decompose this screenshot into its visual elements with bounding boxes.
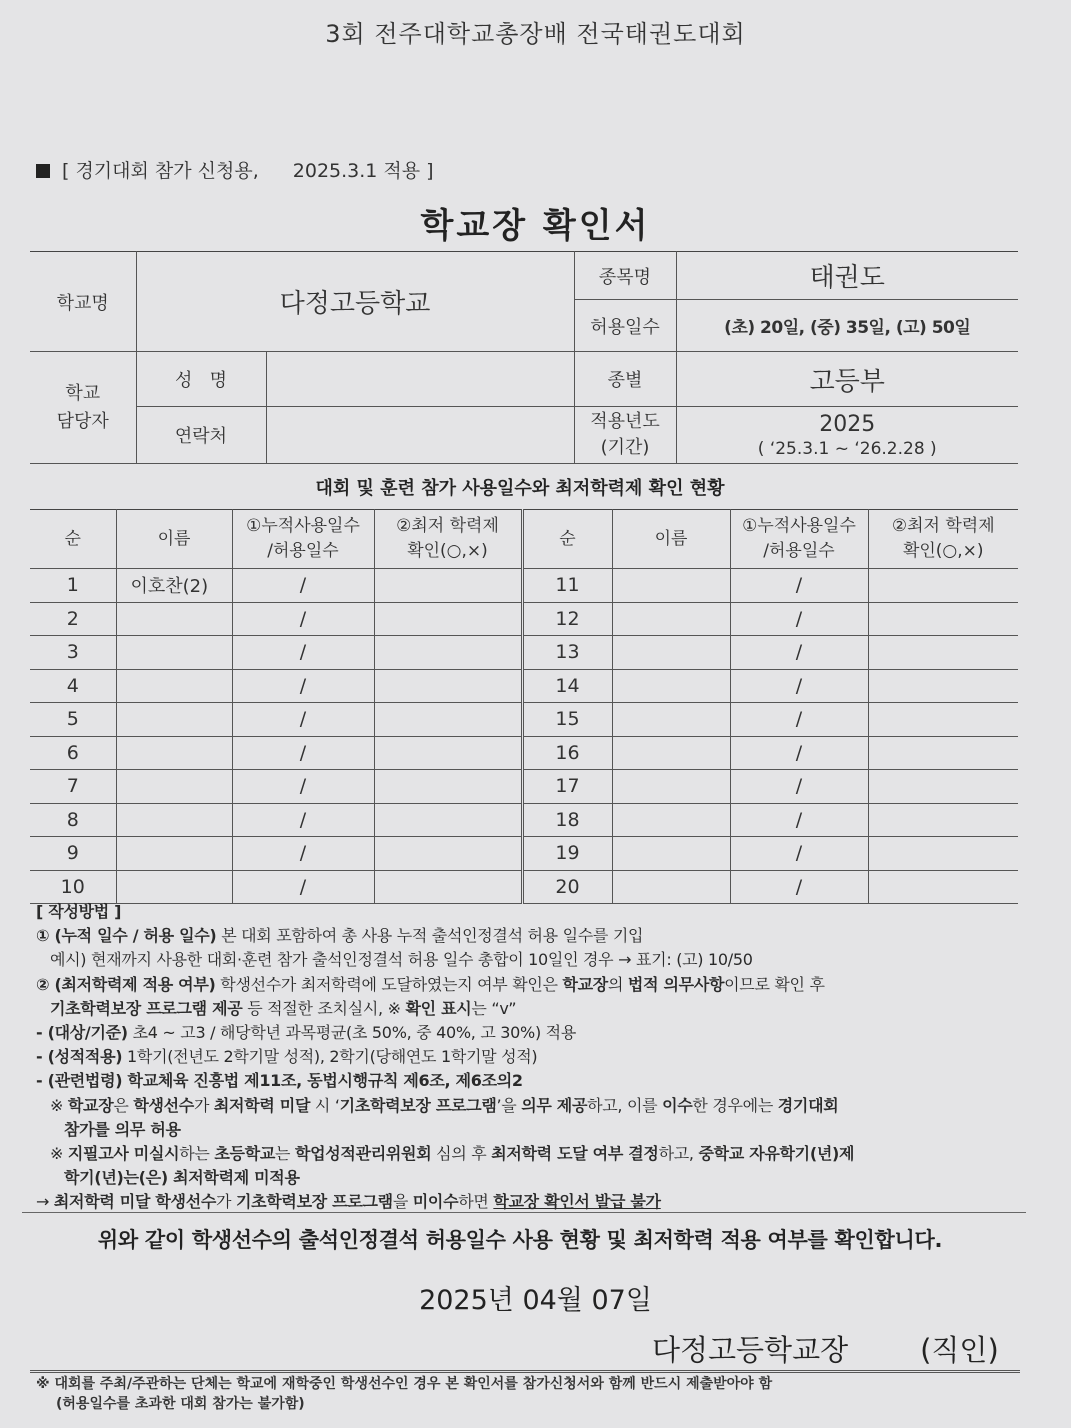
instructions-heading: [ 작성방법 ] <box>36 902 122 921</box>
footer-divider <box>30 1370 1020 1373</box>
info-table <box>30 251 1018 464</box>
s1-f: 최저학력 미달 <box>213 1095 311 1115</box>
arrow-note <box>36 1190 1036 1214</box>
s2-e: 는 <box>275 1144 295 1164</box>
row-number: 12 <box>522 602 612 636</box>
s2-j: 중학교 자유학기(년)제 <box>698 1144 855 1164</box>
min-academic-cell[interactable] <box>374 870 522 904</box>
s2-f: 학업성적관리위원회 <box>294 1144 432 1164</box>
special-note-2-line2 <box>36 1166 1036 1190</box>
student-name-cell[interactable] <box>612 837 730 871</box>
days-cell[interactable]: / <box>730 736 868 770</box>
row-number: 20 <box>522 870 612 904</box>
table-row <box>30 569 1018 603</box>
row-number: 8 <box>30 803 116 837</box>
period-value: ( ‘25.3.1 ~ ‘26.2.28 ) <box>757 438 937 459</box>
row-number: 9 <box>30 837 116 871</box>
s2-g: 심의 후 <box>431 1144 492 1164</box>
min-academic-cell[interactable] <box>868 736 1018 770</box>
days-cell[interactable]: / <box>232 870 374 904</box>
note-1-example: 예시) 현재까지 사용한 대회·훈련 참가 출석인정결석 허용 일수 총합이 10일인 경우 → 표기: (고) 10/50 <box>50 950 753 970</box>
student-name-cell[interactable] <box>116 803 232 837</box>
form-label-text: [ 경기대회 참가 신청용, <box>62 160 259 182</box>
document-title: 학교장 확인서 <box>420 206 651 246</box>
contact-phone-field[interactable] <box>266 407 574 464</box>
days-cell[interactable]: / <box>232 703 374 737</box>
student-name-cell[interactable] <box>612 736 730 770</box>
detail-law <box>36 1069 1036 1093</box>
student-name-cell[interactable] <box>116 870 232 904</box>
note-2-line2 <box>36 997 1036 1021</box>
row-number: 1 <box>30 569 116 603</box>
square-bullet-icon <box>36 164 50 178</box>
table-row <box>30 837 1018 871</box>
student-name-cell[interactable] <box>116 837 232 871</box>
s2-line2: 학기(년)는(은) 최저학력제 미적용 <box>64 1168 300 1188</box>
note-1 <box>36 924 1036 948</box>
s1-g: 시 ‘ <box>310 1095 340 1115</box>
row-number: 3 <box>30 636 116 670</box>
note-2-bold-d: 확인 표시 <box>405 998 472 1018</box>
note-2-title: ② (최저학력제 적용 여부) <box>36 974 216 994</box>
student-name-cell[interactable] <box>116 602 232 636</box>
year-cell <box>676 407 1018 464</box>
min-academic-cell[interactable] <box>868 837 1018 871</box>
footer-note <box>36 1374 772 1414</box>
student-name-cell[interactable] <box>116 736 232 770</box>
note-2-bold-b: 법적 의무사항 <box>627 974 725 994</box>
days-cell[interactable]: / <box>730 803 868 837</box>
days-cell[interactable]: / <box>232 669 374 703</box>
s2-h: 최저학력 도달 여부 결정 <box>491 1144 659 1164</box>
table-row <box>30 602 1018 636</box>
header-days: ①누적사용일수 /허용일수 <box>730 510 868 569</box>
school-name-label: 학교명 <box>30 252 136 352</box>
signature-line <box>652 1328 999 1369</box>
days-cell[interactable]: / <box>730 636 868 670</box>
arrow-f: 미이수 <box>412 1192 459 1212</box>
days-cell[interactable]: / <box>730 669 868 703</box>
detail-target-title: - (대상/기준) <box>36 1023 128 1043</box>
s2-c: 하는 <box>179 1144 215 1164</box>
detail-law-title: - (관련법령) <box>36 1071 123 1091</box>
arrow-h: 학교장 확인서 발급 불가 <box>493 1192 661 1212</box>
table-row <box>30 803 1018 837</box>
student-name-cell[interactable] <box>116 703 232 737</box>
row-number: 18 <box>522 803 612 837</box>
days-cell[interactable]: / <box>232 770 374 804</box>
min-academic-cell[interactable] <box>374 669 522 703</box>
row-number: 19 <box>522 837 612 871</box>
header-days: ①누적사용일수 /허용일수 <box>232 510 374 569</box>
student-name-cell[interactable] <box>612 669 730 703</box>
min-academic-cell[interactable] <box>374 703 522 737</box>
min-academic-cell[interactable] <box>868 703 1018 737</box>
header-name: 이름 <box>612 510 730 569</box>
row-number: 7 <box>30 770 116 804</box>
note-2-text-d: 등 적절한 조치실시, ※ <box>242 998 406 1018</box>
table-row <box>30 636 1018 670</box>
detail-target-text: 초4 ~ 고3 / 해당학년 과목평균(초 50%, 중 40%, 고 30%) 적용 <box>127 1023 576 1043</box>
s2-d: 초등학교 <box>214 1144 276 1164</box>
allowed-days-value: (초) 20일, (중) 35일, (고) 50일 <box>676 300 1018 352</box>
arrow-d: 기초학력보장 프로그램 <box>235 1192 393 1212</box>
contact-phone-label: 연락처 <box>136 407 266 464</box>
table-row <box>30 770 1018 804</box>
table-row <box>30 736 1018 770</box>
days-cell[interactable]: / <box>730 569 868 603</box>
official-seal-placeholder: (직인) <box>920 1333 999 1367</box>
days-cell[interactable]: / <box>730 770 868 804</box>
arrow-a: → <box>36 1192 54 1212</box>
min-academic-cell[interactable] <box>868 636 1018 670</box>
student-name-cell[interactable] <box>612 636 730 670</box>
table-row <box>30 703 1018 737</box>
days-cell[interactable]: / <box>730 837 868 871</box>
student-name-cell[interactable] <box>612 569 730 603</box>
special-note-2 <box>36 1142 1036 1166</box>
s2-i: 하고, <box>658 1144 699 1164</box>
note-2-text-a: 학생선수가 최저학력에 도달하였는지 여부 확인은 <box>215 974 563 994</box>
arrow-b: 최저학력 미달 학생선수 <box>53 1192 217 1212</box>
min-academic-cell[interactable] <box>374 636 522 670</box>
min-academic-cell[interactable] <box>868 669 1018 703</box>
days-cell[interactable]: / <box>232 837 374 871</box>
student-name-cell[interactable] <box>612 803 730 837</box>
note-2-bold-a: 학교장 <box>562 974 608 994</box>
s1-a: ※ <box>50 1095 68 1115</box>
arrow-g: 하면 <box>458 1192 494 1212</box>
s1-l: 이수 <box>662 1095 693 1115</box>
s1-e: 가 <box>193 1095 214 1115</box>
special-note-1 <box>36 1094 1036 1118</box>
note-2-text-c: 이므로 확인 후 <box>724 974 825 994</box>
min-academic-cell[interactable] <box>868 602 1018 636</box>
student-name-cell[interactable] <box>116 770 232 804</box>
min-academic-cell[interactable] <box>374 803 522 837</box>
days-cell[interactable]: / <box>232 602 374 636</box>
row-number: 16 <box>522 736 612 770</box>
student-name-cell[interactable] <box>116 636 232 670</box>
row-number: 11 <box>522 569 612 603</box>
detail-grades <box>36 1045 1036 1069</box>
form-label <box>36 156 434 183</box>
table-row <box>30 669 1018 703</box>
detail-grades-text: 1학기(전년도 2학기말 성적), 2학기(당해연도 1학기말 성적) <box>122 1047 538 1067</box>
contact-name-label: 성 명 <box>136 352 266 407</box>
row-number: 17 <box>522 770 612 804</box>
header-name: 이름 <box>116 510 232 569</box>
days-cell[interactable]: / <box>232 636 374 670</box>
days-cell[interactable]: / <box>730 703 868 737</box>
student-name-cell[interactable] <box>612 770 730 804</box>
header-no: 순 <box>522 510 612 569</box>
days-cell[interactable]: / <box>232 569 374 603</box>
note-2-text-e: 는 “v” <box>471 998 517 1018</box>
min-academic-cell[interactable] <box>374 602 522 636</box>
header-min-academic: ②최저 학력제 확인(○,×) <box>374 510 522 569</box>
s1-i: ’을 <box>496 1095 522 1115</box>
s1-n: 경기대회 <box>777 1095 839 1115</box>
detail-target <box>36 1021 1036 1045</box>
s2-a: ※ <box>50 1144 68 1164</box>
min-academic-cell[interactable] <box>374 837 522 871</box>
table-row <box>30 870 1018 904</box>
note-2-text-b: 의 <box>607 974 628 994</box>
row-number: 5 <box>30 703 116 737</box>
days-cell[interactable]: / <box>232 736 374 770</box>
days-cell[interactable]: / <box>730 602 868 636</box>
school-name-value[interactable]: 다정고등학교 <box>136 252 574 352</box>
student-name-cell[interactable] <box>612 870 730 904</box>
section-title: 대회 및 훈련 참가 사용일수와 최저학력제 확인 현황 <box>315 478 725 499</box>
division-label: 종별 <box>574 352 676 407</box>
student-name-cell[interactable] <box>116 669 232 703</box>
year-value: 2025 <box>819 411 876 437</box>
s1-line2: 참가를 의무 허용 <box>64 1119 181 1139</box>
arrow-c: 가 <box>216 1192 236 1212</box>
row-number: 2 <box>30 602 116 636</box>
min-academic-cell[interactable] <box>374 770 522 804</box>
student-name-cell[interactable]: 이호찬(2) <box>116 569 232 603</box>
days-cell[interactable]: / <box>232 803 374 837</box>
form-apply-date: 2025.3.1 적용 ] <box>292 160 434 182</box>
note-1-text: 본 대회 포함하여 총 사용 누적 출석인정결석 허용 일수를 기입 <box>216 926 644 946</box>
allowed-days-label: 허용일수 <box>574 300 676 352</box>
contact-person-label: 학교 담당자 <box>30 352 136 464</box>
s1-c: 은 <box>113 1095 134 1115</box>
issue-date: 2025년 04월 07일 <box>419 1285 652 1316</box>
s1-j: 의무 제공 <box>521 1095 588 1115</box>
s1-d: 학생선수 <box>133 1095 194 1115</box>
divider <box>22 1212 1026 1213</box>
s2-b: 지필고사 미실시 <box>67 1144 180 1164</box>
sport-value[interactable]: 태권도 <box>676 252 1018 300</box>
min-academic-cell[interactable] <box>868 569 1018 603</box>
header-min-academic: ②최저 학력제 확인(○,×) <box>868 510 1018 569</box>
header-no: 순 <box>30 510 116 569</box>
min-academic-cell[interactable] <box>374 569 522 603</box>
note-2-bold-c: 기초학력보장 프로그램 제공 <box>50 998 243 1018</box>
detail-law-text: 학교체육 진흥법 제11조, 동법시행규칙 제6조, 제6조의2 <box>122 1071 523 1091</box>
row-number: 10 <box>30 870 116 904</box>
footer-line-1: ※ 대회를 주최/주관하는 단체는 학교에 재학중인 학생선수인 경우 본 확인서를 참가신청서와 함께 반드시 제출받아야 함 <box>36 1376 773 1392</box>
min-academic-cell[interactable] <box>868 870 1018 904</box>
contact-name-field[interactable] <box>266 352 574 407</box>
note-2 <box>36 973 1036 997</box>
s1-h: 기초학력보장 프로그램 <box>339 1095 497 1115</box>
s1-k: 하고, 이를 <box>587 1095 663 1115</box>
instructions <box>36 900 1036 1215</box>
detail-grades-title: - (성적적용) <box>36 1047 123 1067</box>
special-note-1-line2 <box>36 1118 1036 1142</box>
row-number: 13 <box>522 636 612 670</box>
row-number: 15 <box>522 703 612 737</box>
division-value[interactable]: 고등부 <box>676 352 1018 407</box>
sport-label: 종목명 <box>574 252 676 300</box>
min-academic-cell[interactable] <box>868 803 1018 837</box>
event-title: 3회 전주대학교총장배 전국태권도대회 <box>325 20 746 48</box>
participation-table <box>30 509 1018 904</box>
min-academic-cell[interactable] <box>374 736 522 770</box>
year-label: 적용년도 (기간) <box>574 407 676 464</box>
confirmation-statement: 위와 같이 학생선수의 출석인정결석 허용일수 사용 현황 및 최저학력 적용 여부를 확인합니다. <box>97 1228 943 1252</box>
row-number: 6 <box>30 736 116 770</box>
s1-m: 한 경우에는 <box>692 1095 778 1115</box>
footer-line-2: (허용일수를 초과한 대회 참가는 불가함) <box>56 1396 305 1412</box>
days-cell[interactable]: / <box>730 870 868 904</box>
s1-b: 학교장 <box>67 1095 114 1115</box>
row-number: 4 <box>30 669 116 703</box>
arrow-e: 을 <box>392 1192 413 1212</box>
note-1-title: ① (누적 일수 / 허용 일수) <box>36 926 217 946</box>
student-name-cell[interactable] <box>612 602 730 636</box>
row-number: 14 <box>522 669 612 703</box>
student-name-cell[interactable] <box>612 703 730 737</box>
principal-name: 다정고등학교장 <box>652 1333 849 1367</box>
min-academic-cell[interactable] <box>868 770 1018 804</box>
